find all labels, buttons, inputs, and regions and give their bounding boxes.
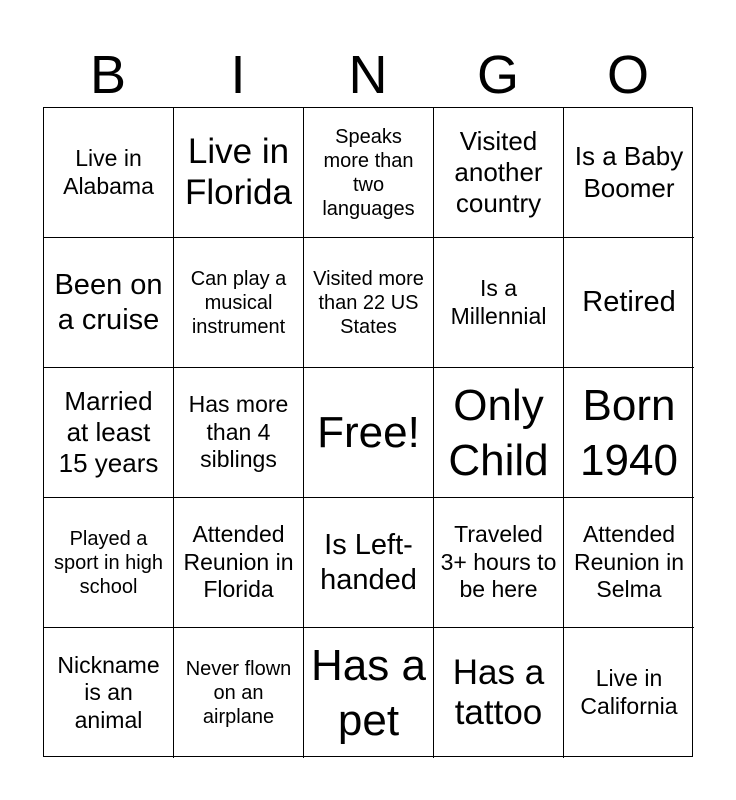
header-letter-o: O: [606, 45, 649, 105]
bingo-cell[interactable]: Live in California: [580, 665, 678, 719]
free-space[interactable]: Free!: [304, 368, 434, 498]
bingo-cell[interactable]: Speaks more than two languages: [304, 108, 434, 238]
bingo-cell[interactable]: Has a pet: [304, 628, 434, 758]
header-letter-g: G: [476, 45, 519, 105]
bingo-cell[interactable]: Attended Reunion in Selma: [564, 498, 694, 628]
bingo-cell[interactable]: Visited another country: [434, 108, 564, 238]
bingo-cell[interactable]: Born 1940: [564, 368, 694, 498]
header-letter-b: B: [89, 45, 127, 105]
bingo-cell[interactable]: Only Child: [434, 368, 564, 498]
bingo-cell[interactable]: Been on a cruise: [44, 238, 174, 368]
bingo-cell[interactable]: Is Left-handed: [304, 498, 434, 628]
bingo-cell[interactable]: Traveled 3+ hours to be here: [434, 498, 564, 628]
bingo-board: [43, 107, 693, 757]
bingo-cell[interactable]: Is a Baby Boomer: [564, 108, 694, 238]
bingo-cell[interactable]: Never flown on an airplane: [174, 628, 304, 758]
bingo-cell[interactable]: Has more than 4 siblings: [174, 368, 304, 498]
bingo-cell[interactable]: Live in Florida: [174, 108, 304, 238]
bingo-cell[interactable]: Is a Millennial: [434, 238, 564, 368]
bingo-cell[interactable]: Has a tattoo: [434, 628, 564, 758]
bingo-cell[interactable]: Attended Reunion in Florida: [174, 498, 304, 628]
bingo-cell[interactable]: Played a sport in high school: [44, 498, 174, 628]
bingo-cell[interactable]: Retired: [564, 238, 694, 368]
bingo-header: [43, 42, 693, 108]
header-letter-i: I: [230, 45, 246, 105]
bingo-cell[interactable]: Visited more than 22 US States: [304, 238, 434, 368]
bingo-cell[interactable]: Live in Alabama: [44, 108, 174, 238]
bingo-cell[interactable]: Nickname is an animal: [44, 628, 174, 758]
bingo-cell[interactable]: Can play a musical instrument: [174, 238, 304, 368]
header-letter-n: N: [348, 45, 388, 105]
bingo-cell[interactable]: Married at least 15 years: [44, 368, 174, 498]
